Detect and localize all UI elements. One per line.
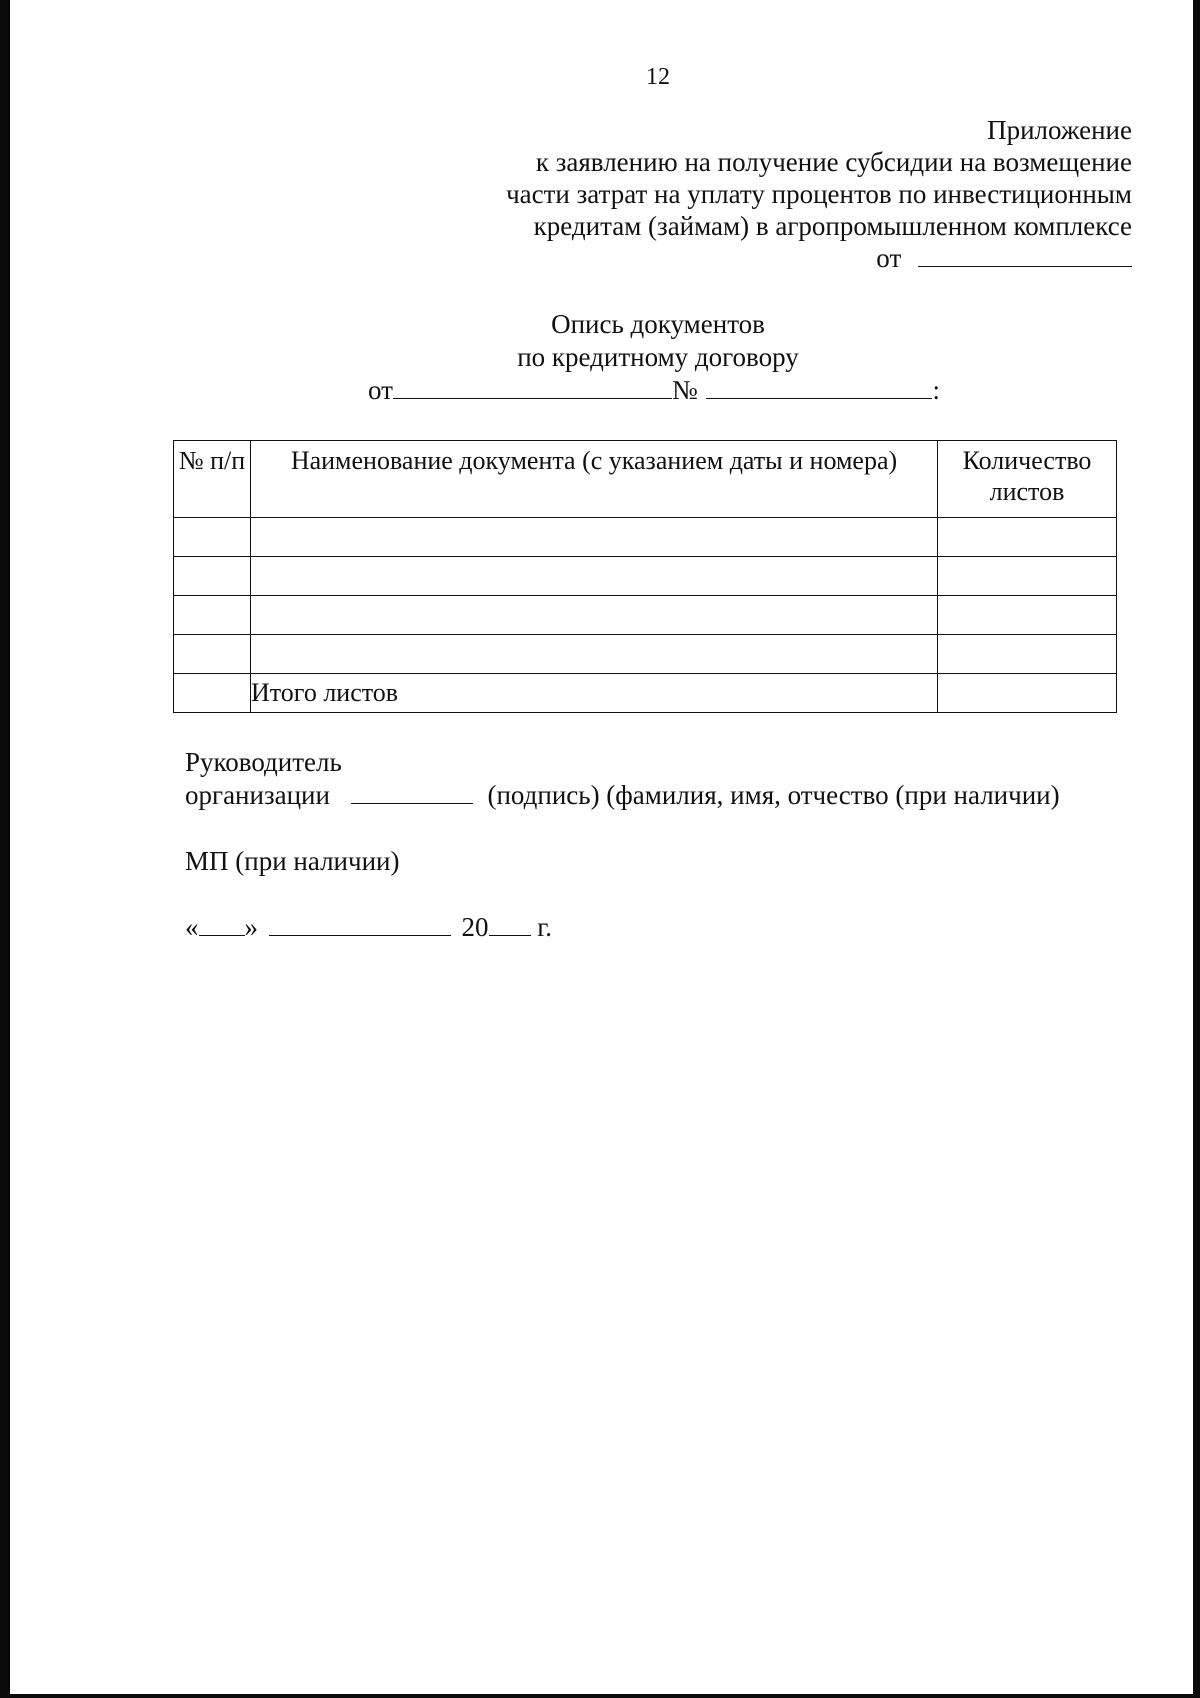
table-cell-num[interactable] xyxy=(174,557,251,596)
scan-edge-right xyxy=(1193,0,1200,1698)
total-label: Итого листов xyxy=(251,674,938,713)
contract-number-blank[interactable] xyxy=(706,376,932,399)
table-cell-num[interactable] xyxy=(174,635,251,674)
table-row xyxy=(174,635,1117,674)
appendix-title: Приложение xyxy=(987,115,1132,145)
header-count: Количество листов xyxy=(938,441,1117,518)
table-cell-count[interactable] xyxy=(938,518,1117,557)
contract-colon: : xyxy=(932,375,940,405)
year-blank[interactable] xyxy=(489,913,531,936)
month-blank[interactable] xyxy=(269,913,451,936)
contract-date-blank[interactable] xyxy=(393,376,672,399)
table-cell-name[interactable] xyxy=(251,635,938,674)
contract-from-label: от xyxy=(368,375,393,405)
date-close-quote: » xyxy=(244,912,258,942)
signature-line xyxy=(185,779,1060,812)
stamp-label: МП (при наличии) xyxy=(185,846,400,876)
header-name: Наименование документа (с указанием даты и номера) xyxy=(251,441,938,518)
page-number: 12 xyxy=(646,64,670,90)
table-row xyxy=(174,557,1117,596)
table-cell-num[interactable] xyxy=(174,518,251,557)
header-num: № п/п xyxy=(174,441,251,518)
document-inventory-table xyxy=(173,440,1117,713)
date-line xyxy=(185,912,552,943)
signature-block xyxy=(185,746,1060,812)
appendix-line-2: к заявлению на получение субсидии на возмещение xyxy=(535,147,1132,177)
appendix-header xyxy=(412,114,1132,274)
year-suffix: г. xyxy=(537,912,553,942)
document-title-line-2: по кредитному договору xyxy=(517,342,799,372)
scan-edge-left xyxy=(0,0,10,1698)
scan-edge-bottom xyxy=(0,1694,1200,1698)
document-title-line-1: Опись документов xyxy=(551,309,765,339)
signature-blank[interactable] xyxy=(351,781,473,804)
table-cell-name[interactable] xyxy=(251,557,938,596)
signature-caption: (подпись) (фамилия, имя, отчество (при наличии) xyxy=(487,780,1060,810)
table-cell-count[interactable] xyxy=(938,557,1117,596)
signature-role: Руководитель xyxy=(185,747,342,777)
table-cell-count[interactable] xyxy=(938,596,1117,635)
contract-line xyxy=(368,375,940,406)
date-open-quote: « xyxy=(185,912,199,942)
table-header-row xyxy=(174,441,1117,518)
day-blank[interactable] xyxy=(199,913,245,936)
table-row xyxy=(174,518,1117,557)
appendix-date-blank[interactable] xyxy=(918,244,1132,267)
table-cell-count[interactable] xyxy=(938,635,1117,674)
contract-number-sign: № xyxy=(671,375,698,405)
document-title xyxy=(0,308,1200,374)
table-cell-name[interactable] xyxy=(251,596,938,635)
total-cell-num xyxy=(174,674,251,713)
appendix-line-3: части затрат на уплату процентов по инвестиционным xyxy=(506,179,1132,209)
table-row xyxy=(174,596,1117,635)
appendix-from-label: от xyxy=(876,243,902,273)
year-prefix: 20 xyxy=(461,912,489,942)
appendix-date-line xyxy=(412,242,1132,274)
total-cell-count[interactable] xyxy=(938,674,1117,713)
signature-org-label: организации xyxy=(185,780,330,810)
table-total-row xyxy=(174,674,1117,713)
appendix-line-4: кредитам (займам) в агропромышленном комплексе xyxy=(533,211,1132,241)
table-cell-num[interactable] xyxy=(174,596,251,635)
table-cell-name[interactable] xyxy=(251,518,938,557)
